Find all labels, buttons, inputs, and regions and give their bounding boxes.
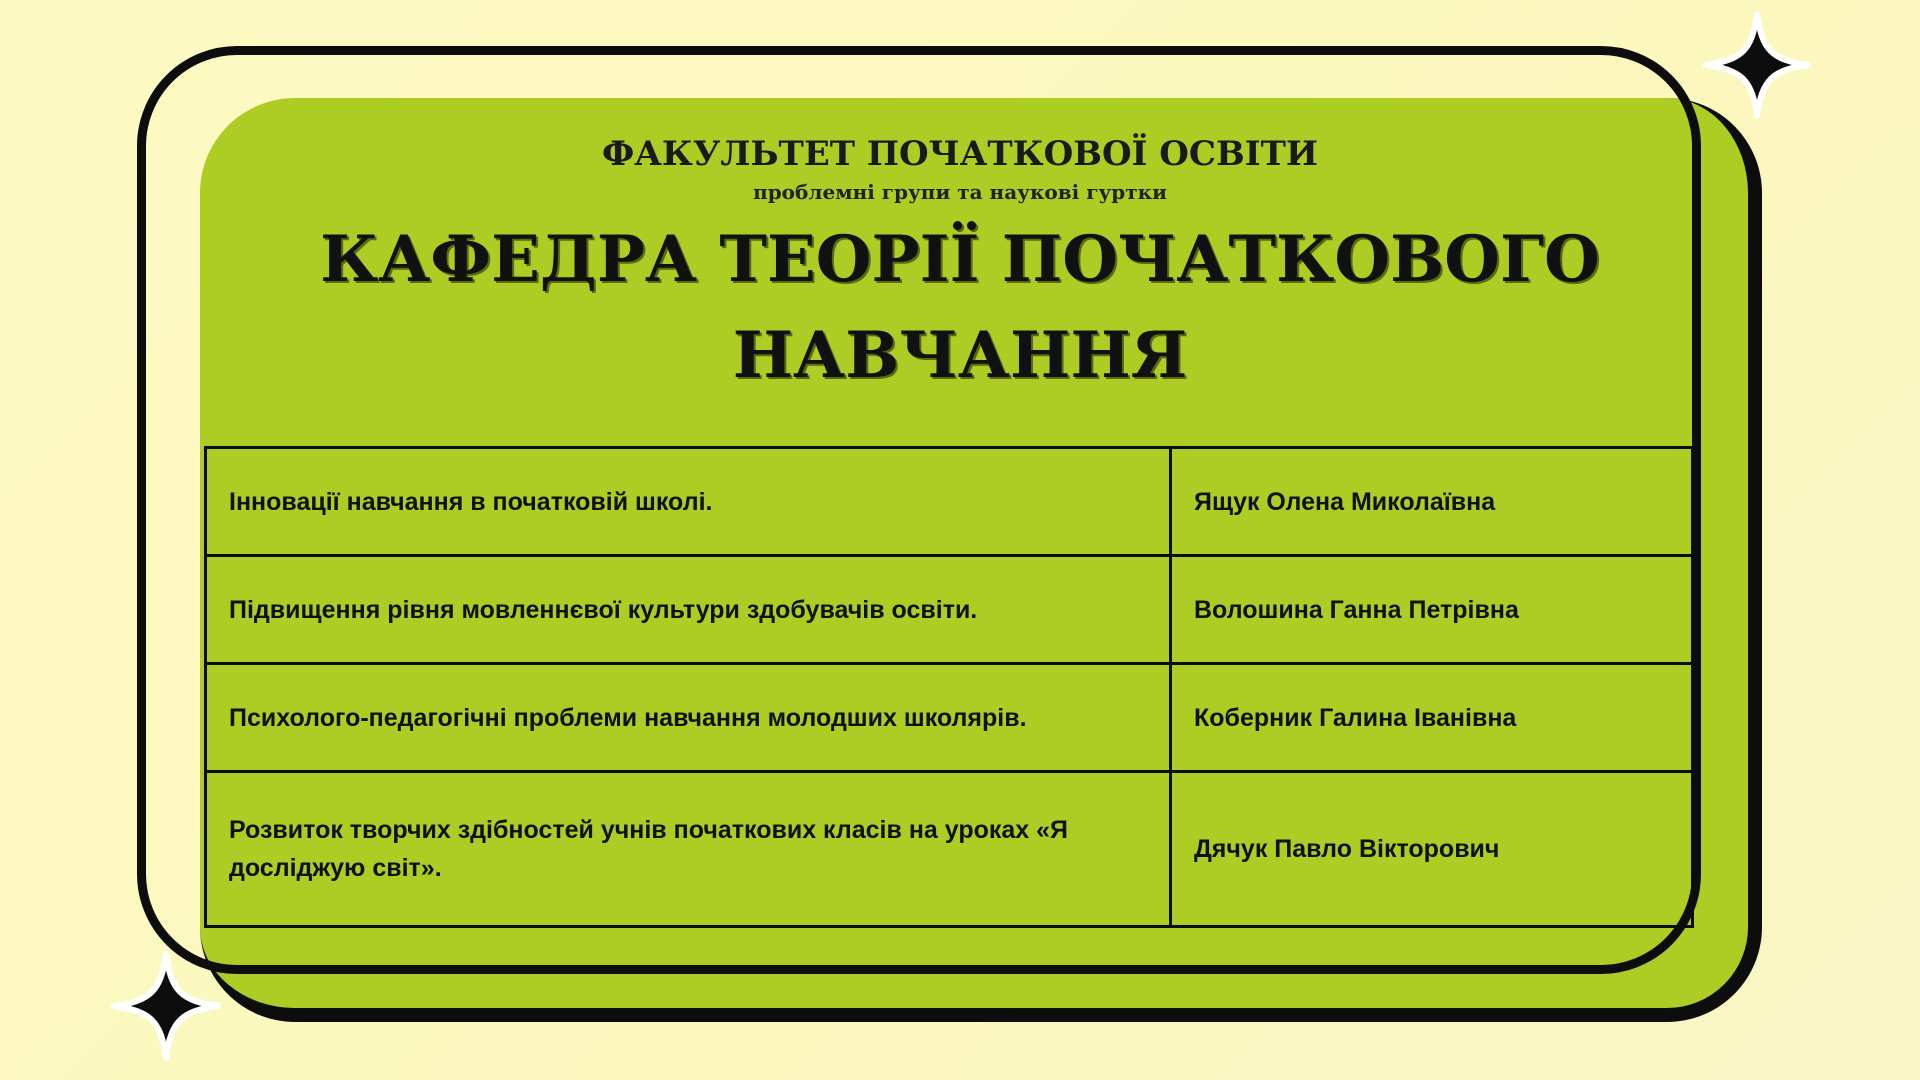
topic-cell: Психолого-педагогічні проблеми навчання молодших школярів. (204, 665, 1172, 770)
leader-cell: Коберник Галина Іванівна (1172, 665, 1694, 770)
leader-cell: Ящук Олена Миколаївна (1172, 449, 1694, 554)
header (200, 120, 1720, 404)
leader-cell: Волошина Ганна Петрівна (1172, 557, 1694, 662)
table-row (204, 554, 1694, 662)
department-title: КАФЕДРА ТЕОРІЇ ПОЧАТКОВОГО НАВЧАННЯ (320, 222, 1600, 393)
four-point-star-icon (110, 950, 222, 1062)
research-groups-table (204, 446, 1694, 928)
four-point-star-icon (1702, 10, 1812, 120)
leader-cell: Дячук Павло Вікторович (1172, 773, 1694, 925)
table-row (204, 446, 1694, 554)
table-row (204, 770, 1694, 928)
topic-cell: Підвищення рівня мовленнєвої культури здобувачів освіти. (204, 557, 1172, 662)
topic-cell: Розвиток творчих здібностей учнів початкових класів на уроках «Я досліджую світ». (204, 773, 1172, 925)
topic-cell: Інновації навчання в початковій школі. (204, 449, 1172, 554)
table-row (204, 662, 1694, 770)
faculty-title: ФАКУЛЬТЕТ ПОЧАТКОВОЇ ОСВІТИ (601, 134, 1319, 174)
subtitle: проблемні групи та наукові гуртки (753, 180, 1167, 204)
